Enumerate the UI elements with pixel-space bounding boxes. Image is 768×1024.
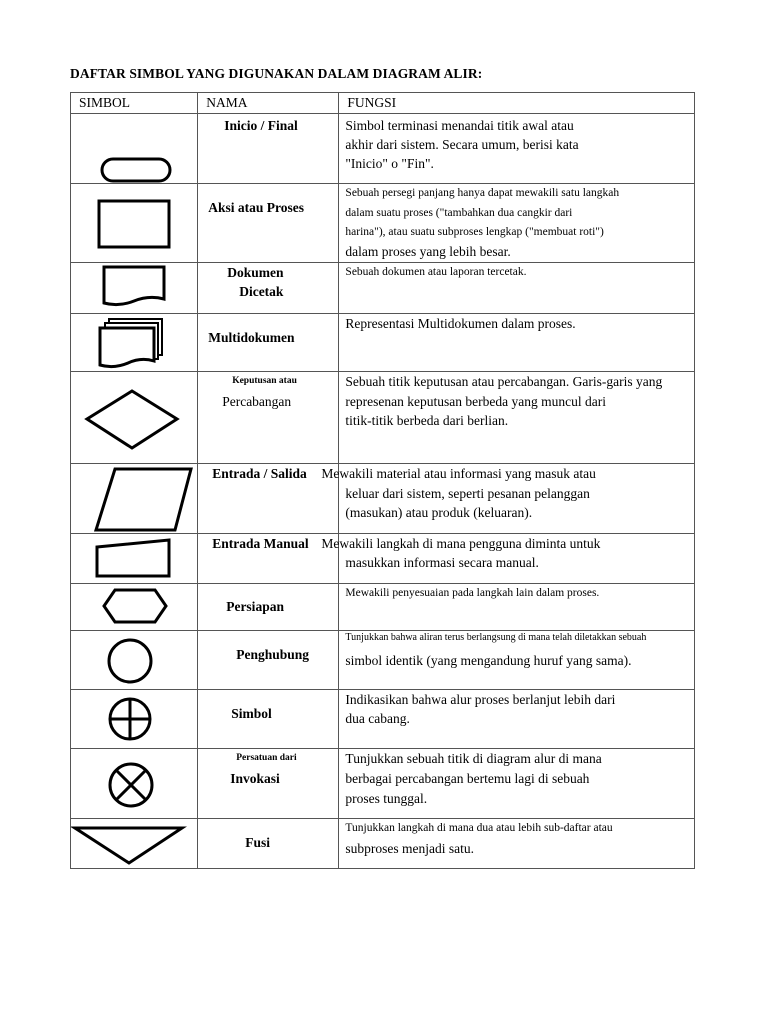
table-header-row bbox=[71, 93, 695, 114]
function-text: represenan keputusan berbeda yang muncul dari bbox=[345, 394, 606, 409]
function-cell bbox=[339, 584, 695, 631]
header-symbol: SIMBOL bbox=[71, 93, 198, 114]
function-text: Tunjukkan bahwa aliran terus berlangsung di mana telah diletakkan sebuah bbox=[345, 632, 647, 643]
table-row bbox=[71, 314, 695, 372]
name-cell bbox=[198, 314, 339, 372]
symbol-name: Dicetak bbox=[239, 284, 284, 299]
table-row bbox=[71, 184, 695, 263]
function-text: proses tunggal. bbox=[345, 791, 428, 806]
function-text: simbol identik (yang mengandung huruf yang sama). bbox=[345, 653, 632, 668]
symbol-name: Keputusan atau bbox=[232, 376, 297, 386]
symbol-cell bbox=[71, 114, 198, 184]
function-cell bbox=[339, 631, 695, 690]
table-row bbox=[71, 819, 695, 869]
summing-junction-circle-x-icon bbox=[71, 749, 198, 819]
name-cell bbox=[198, 819, 339, 869]
decision-diamond-icon bbox=[71, 372, 198, 464]
name-cell bbox=[198, 534, 339, 584]
symbol-cell bbox=[71, 584, 198, 631]
function-text: dalam proses yang lebih besar. bbox=[345, 244, 511, 259]
symbol-cell bbox=[71, 464, 198, 534]
function-cell bbox=[339, 749, 695, 819]
function-text: harina"), atau suatu subproses lengkap ("membuat roti") bbox=[345, 226, 604, 238]
function-text: Indikasikan bahwa alur proses berlanjut lebih dari bbox=[345, 692, 616, 707]
symbol-name: Invokasi bbox=[230, 771, 280, 786]
function-text: keluar dari sistem, seperti pesanan pelanggan bbox=[345, 486, 590, 501]
symbol-cell bbox=[71, 534, 198, 584]
symbol-cell bbox=[71, 372, 198, 464]
symbol-name: Aksi atau Proses bbox=[208, 200, 304, 215]
table-row bbox=[71, 263, 695, 314]
symbol-cell bbox=[71, 263, 198, 314]
function-cell bbox=[339, 184, 695, 263]
merge-triangle-icon bbox=[71, 819, 198, 869]
function-cell bbox=[339, 314, 695, 372]
name-cell bbox=[198, 372, 339, 464]
symbol-name: Multidokumen bbox=[208, 330, 295, 345]
symbol-name: Percabangan bbox=[222, 394, 292, 409]
table-row bbox=[71, 114, 695, 184]
or-circle-cross-icon bbox=[71, 690, 198, 749]
symbol-name: Fusi bbox=[245, 835, 270, 850]
function-text: Mewakili langkah di mana pengguna diminta untuk bbox=[321, 536, 601, 551]
function-text: Mewakili penyesuaian pada langkah lain dalam proses. bbox=[345, 587, 600, 599]
name-cell bbox=[198, 263, 339, 314]
function-text: subproses menjadi satu. bbox=[345, 841, 475, 856]
process-rectangle-icon bbox=[71, 184, 198, 263]
symbol-name: Dokumen bbox=[227, 265, 284, 280]
symbol-cell bbox=[71, 631, 198, 690]
name-cell bbox=[198, 114, 339, 184]
input-output-parallelogram-icon bbox=[71, 464, 198, 534]
table-row bbox=[71, 749, 695, 819]
function-cell bbox=[339, 372, 695, 464]
symbol-cell bbox=[71, 184, 198, 263]
function-text: Sebuah persegi panjang hanya dapat mewakili satu langkah bbox=[345, 187, 620, 199]
name-cell bbox=[198, 464, 339, 534]
name-cell bbox=[198, 184, 339, 263]
symbol-name: Inicio / Final bbox=[224, 118, 298, 133]
function-text: masukkan informasi secara manual. bbox=[345, 555, 539, 570]
function-text: (masukan) atau produk (keluaran). bbox=[345, 505, 533, 520]
terminal-rounded-rect-icon bbox=[71, 114, 198, 184]
document-icon bbox=[71, 263, 198, 314]
function-text: Sebuah titik keputusan atau percabangan. Garis-garis yang bbox=[345, 374, 663, 389]
manual-input-icon bbox=[71, 534, 198, 584]
symbol-name: Entrada / Salida bbox=[212, 466, 307, 481]
table-row bbox=[71, 584, 695, 631]
function-cell bbox=[339, 819, 695, 869]
symbol-cell bbox=[71, 749, 198, 819]
symbol-name: Entrada Manual bbox=[212, 536, 309, 551]
header-function: FUNGSI bbox=[339, 93, 695, 114]
symbol-name: Persatuan dari bbox=[236, 753, 297, 763]
table-row bbox=[71, 534, 695, 584]
preparation-hexagon-icon bbox=[71, 584, 198, 631]
symbol-cell bbox=[71, 690, 198, 749]
function-text: Mewakili material atau informasi yang masuk atau bbox=[321, 466, 596, 481]
function-text: dua cabang. bbox=[345, 711, 410, 726]
table-row bbox=[71, 631, 695, 690]
table-row bbox=[71, 372, 695, 464]
function-text: "Inicio" o "Fin". bbox=[345, 156, 434, 171]
function-text: Tunjukkan langkah di mana dua atau lebih sub-daftar atau bbox=[345, 822, 613, 834]
function-text: Simbol terminasi menandai titik awal atau bbox=[345, 118, 574, 133]
table-row bbox=[71, 464, 695, 534]
function-cell bbox=[321, 464, 695, 534]
connector-circle-icon bbox=[71, 631, 198, 690]
symbol-name: Persiapan bbox=[226, 599, 284, 614]
function-text: Representasi Multidokumen dalam proses. bbox=[345, 316, 576, 331]
symbol-name: Penghubung bbox=[236, 647, 309, 662]
symbol-cell bbox=[71, 819, 198, 869]
symbol-name: Simbol bbox=[231, 706, 272, 721]
symbol-table bbox=[70, 92, 695, 869]
name-cell bbox=[198, 631, 339, 690]
function-cell bbox=[321, 534, 695, 584]
header-name: NAMA bbox=[198, 93, 339, 114]
multidocument-icon bbox=[71, 314, 198, 372]
function-text: dalam suatu proses ("tambahkan dua cangkir dari bbox=[345, 207, 573, 219]
function-text: titik-titik berbeda dari berlian. bbox=[345, 413, 509, 428]
table-row bbox=[71, 690, 695, 749]
function-cell bbox=[339, 690, 695, 749]
function-text: Sebuah dokumen atau laporan tercetak. bbox=[345, 266, 527, 278]
name-cell bbox=[198, 690, 339, 749]
function-cell bbox=[339, 263, 695, 314]
function-text: berbagai percabangan bertemu lagi di sebuah bbox=[345, 771, 590, 786]
symbol-cell bbox=[71, 314, 198, 372]
name-cell bbox=[198, 584, 339, 631]
function-text: akhir dari sistem. Secara umum, berisi kata bbox=[345, 137, 579, 152]
function-cell bbox=[339, 114, 695, 184]
function-text: Tunjukkan sebuah titik di diagram alur di mana bbox=[345, 751, 602, 766]
document-title: DAFTAR SIMBOL YANG DIGUNAKAN DALAM DIAGRAM ALIR: bbox=[70, 66, 483, 81]
name-cell bbox=[198, 749, 339, 819]
